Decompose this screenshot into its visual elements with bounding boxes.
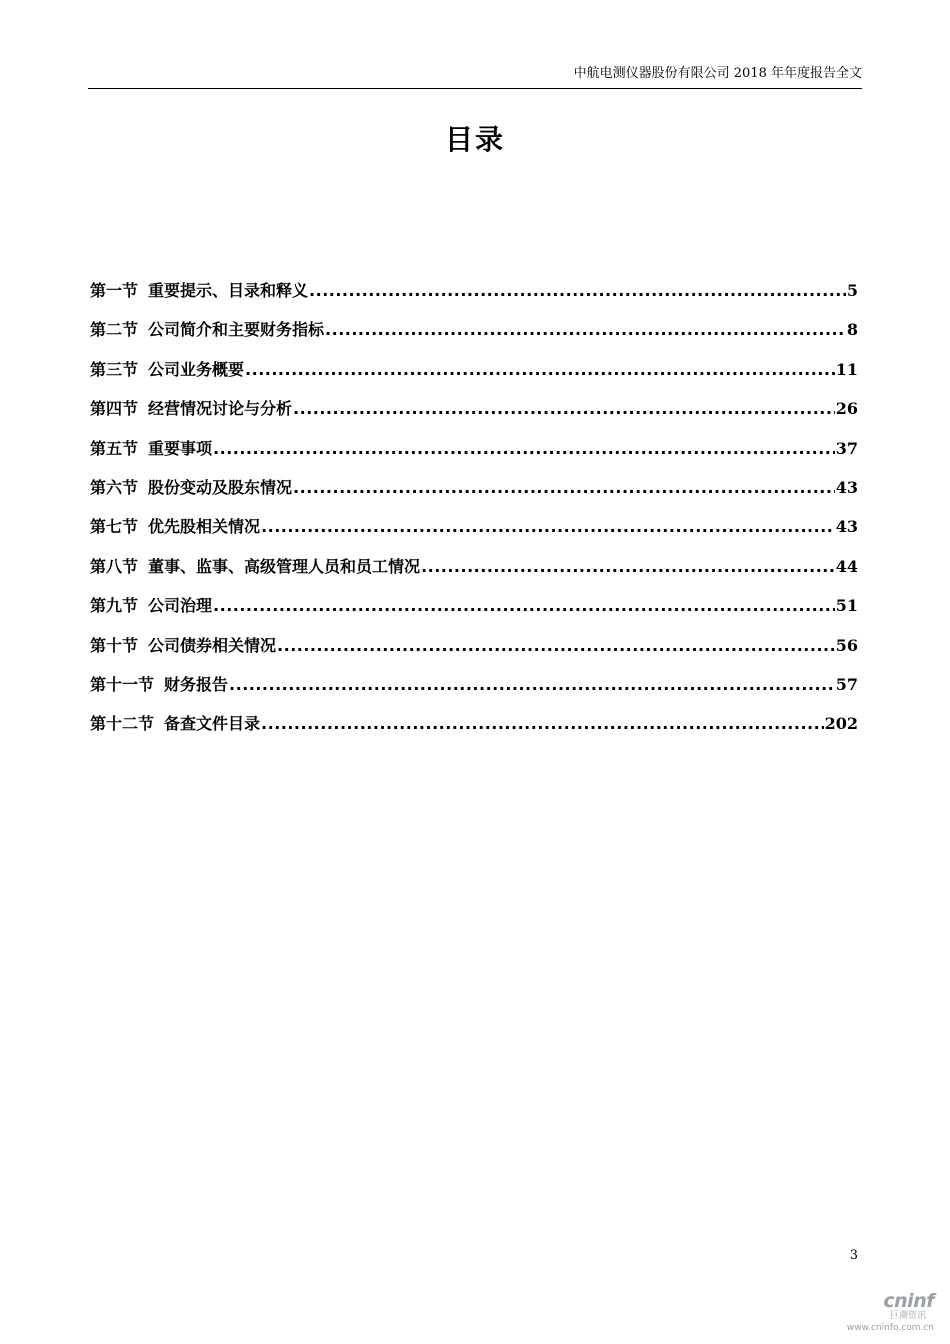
toc-page-number: 57	[835, 674, 858, 694]
toc-dot-leader	[245, 357, 835, 383]
toc-section-title: 财务报告	[164, 674, 229, 694]
toc-section-number: 第七节	[90, 517, 139, 537]
toc-page-number: 56	[835, 635, 858, 655]
toc-section-title: 公司业务概要	[148, 359, 245, 379]
toc-dot-leader	[309, 278, 846, 304]
toc-dot-leader	[293, 396, 835, 422]
toc-entry-9[interactable]	[90, 593, 858, 632]
toc-entry-11[interactable]	[90, 672, 858, 711]
toc-section-title: 重要提示、目录和释义	[148, 281, 309, 300]
page-number: 3	[849, 1248, 858, 1263]
toc-section-number: 第十二节	[90, 714, 155, 734]
toc-entry-8[interactable]	[90, 554, 858, 593]
toc-section-title: 股份变动及股东情况	[148, 477, 293, 497]
toc-section-title: 重要事项	[148, 438, 213, 458]
toc-page-number: 37	[835, 438, 858, 458]
toc-dot-leader	[325, 317, 846, 343]
toc-dot-leader	[421, 554, 835, 580]
toc-entry-7[interactable]	[90, 514, 858, 553]
toc-dot-leader	[213, 436, 835, 462]
toc-entry-5[interactable]	[90, 436, 858, 475]
toc-page-number: 26	[835, 399, 858, 419]
toc-section-number: 第八节	[90, 556, 139, 576]
toc-entry-12[interactable]	[90, 711, 858, 750]
cninfo-watermark	[844, 1291, 934, 1334]
toc-page-number: 51	[835, 596, 858, 616]
toc-page-number: 202	[824, 714, 858, 734]
toc-dot-leader	[293, 475, 835, 501]
toc-section-number: 第九节	[90, 596, 139, 616]
toc-section-number: 第十节	[90, 635, 139, 655]
toc-section-title: 公司简介和主要财务指标	[148, 320, 325, 340]
toc-page-number: 8	[846, 320, 858, 340]
toc-page-number: 43	[835, 517, 858, 537]
toc-entry-3[interactable]	[90, 357, 858, 396]
toc-section-number: 第六节	[90, 477, 139, 497]
toc-page-number: 11	[835, 359, 858, 379]
page-title: 目录	[444, 123, 505, 156]
toc-entry-4[interactable]	[90, 396, 858, 435]
toc-page-number: 43	[835, 477, 858, 497]
toc-section-title: 优先股相关情况	[148, 517, 261, 537]
toc-entry-6[interactable]	[90, 475, 858, 514]
toc-section-number: 第十一节	[90, 674, 155, 694]
cninfo-logo: cninf	[883, 1290, 934, 1312]
cninfo-url: www.cninfo.com.cn	[846, 1323, 934, 1333]
toc-section-title: 公司治理	[148, 596, 213, 616]
toc-page-number: 5	[846, 281, 858, 300]
toc-section-title: 董事、监事、高级管理人员和员工情况	[148, 556, 421, 576]
header-text: 中航电测仪器股份有限公司 2018 年年度报告全文	[573, 66, 862, 81]
toc-section-number: 第五节	[90, 438, 139, 458]
toc-dot-leader	[229, 672, 835, 698]
toc-dot-leader	[277, 633, 835, 659]
toc-dot-leader	[261, 711, 824, 737]
toc-dot-leader	[261, 514, 835, 540]
toc-section-title: 经营情况讨论与分析	[148, 399, 293, 419]
toc-section-number: 第二节	[90, 320, 139, 340]
table-of-contents	[90, 278, 858, 751]
toc-section-number: 第四节	[90, 399, 139, 419]
toc-dot-leader	[213, 593, 835, 619]
cninfo-subtitle: 巨潮资讯	[889, 1311, 926, 1321]
toc-section-number: 第三节	[90, 359, 139, 379]
toc-section-number: 第一节	[90, 281, 139, 300]
toc-entry-2[interactable]	[90, 317, 858, 356]
toc-section-title: 公司债券相关情况	[148, 635, 277, 655]
toc-page-number: 44	[835, 556, 858, 576]
toc-entry-1[interactable]	[90, 278, 858, 317]
toc-entry-10[interactable]	[90, 633, 858, 672]
page-header	[88, 64, 862, 89]
toc-section-title: 备查文件目录	[164, 714, 261, 734]
